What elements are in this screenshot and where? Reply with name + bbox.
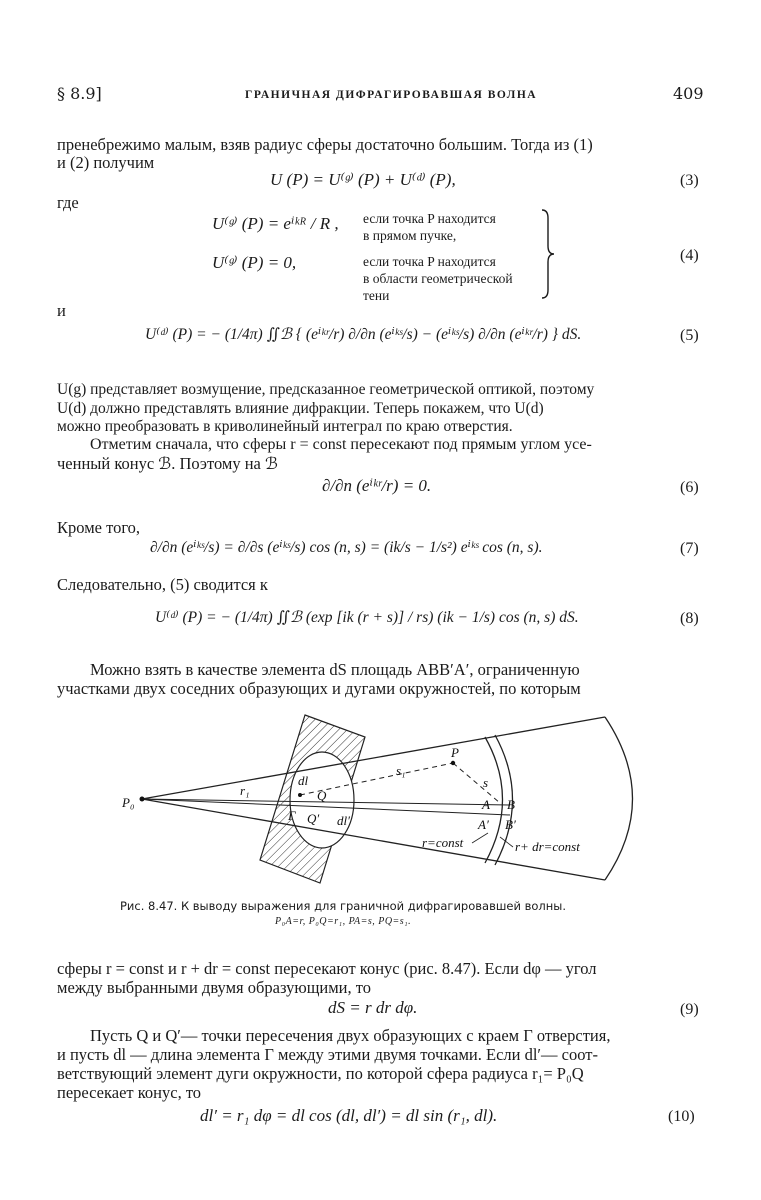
- cone-end-arc: [605, 717, 633, 880]
- label-r1: r₁: [240, 783, 250, 798]
- text-line: пренебрежимо малым, взяв радиус сферы достаточно большим. Тогда из (1): [57, 135, 593, 154]
- equation-6: ∂/∂n (eⁱᵏʳ/r) = 0.: [322, 476, 432, 495]
- text-line: Пусть Q и Q′— точки пересечения двух образующих с краем Γ отверстия,: [90, 1026, 611, 1045]
- cone-upper-generator: [142, 717, 605, 799]
- text-line: Следовательно, (5) сводится к: [57, 575, 268, 594]
- label-P: P: [451, 745, 459, 760]
- figure-caption-definitions: P₀A=r, P₀Q=r₁, PA=s, PQ=s₁.: [275, 916, 412, 927]
- label-s1: s₁: [396, 763, 406, 778]
- text-line: можно преобразовать в криволинейный интеграл по краю отверстия.: [57, 418, 513, 435]
- text-line: Кроме того,: [57, 518, 141, 537]
- equation-number: (6): [680, 479, 699, 496]
- text-line: Можно взять в качестве элемента dS площадь ABB′A′, ограниченную: [90, 660, 580, 679]
- section-number: § 8.9]: [57, 84, 102, 103]
- label-A-prime: A′: [478, 817, 489, 832]
- text-line: участками двух соседних образующих и дугами окружностей, по которым: [57, 679, 581, 698]
- label-A: A: [482, 797, 490, 812]
- label-B: B: [507, 797, 515, 812]
- equation-5: U⁽ᵈ⁾ (P) = − (1/4π) ∬ℬ { (eⁱᵏʳ/r) ∂/∂n (eⁱᵏˢ/s) − (eⁱᵏˢ/s) ∂/∂n (eⁱᵏʳ/r) } dS.: [145, 326, 582, 343]
- label-P0: P₀: [122, 795, 135, 810]
- equation-3: U (P) = U⁽ᵍ⁾ (P) + U⁽ᵈ⁾ (P),: [270, 170, 456, 189]
- text-line: Отметим сначала, что сферы r = const пересекают под прямым углом усе-: [90, 436, 592, 453]
- running-title: ГРАНИЧНАЯ ДИФРАГИРОВАВШАЯ ВОЛНА: [245, 89, 538, 101]
- text-line: и: [57, 301, 66, 320]
- text-line: ченный конус ℬ. Поэтому на ℬ: [57, 454, 278, 473]
- label-B-prime: B′: [505, 817, 516, 832]
- equation-number: (7): [680, 540, 699, 557]
- case-brace: [538, 208, 558, 300]
- line-s: [453, 763, 500, 803]
- equation-4a: U⁽ᵍ⁾ (P) = eⁱᵏᴿ / R ,: [212, 214, 339, 233]
- figure-caption: Рис. 8.47. К выводу выражения для граничной дифрагировавшей волны.: [120, 899, 567, 913]
- label-dl: dl: [298, 773, 309, 788]
- text-line: между выбранными двумя образующими, то: [57, 978, 371, 997]
- case-1-text: если точка P находится в прямом пучке,: [363, 211, 496, 243]
- case-2-text: если точка P находится в области геометрической тени: [363, 254, 513, 303]
- page-number: 409: [673, 84, 704, 103]
- text-line: и пусть dl — длина элемента Γ между этими двумя точками. Если dl′— соот-: [57, 1045, 598, 1064]
- equation-7: ∂/∂n (eⁱᵏˢ/s) = ∂/∂s (eⁱᵏˢ/s) cos (n, s) = (ik/s − 1/s²) eⁱᵏˢ cos (n, s).: [150, 539, 543, 556]
- text-line: и (2) получим: [57, 153, 155, 172]
- text-line: где: [57, 193, 79, 212]
- figure-8-47: [100, 705, 660, 895]
- text-line: U(g) представляет возмущение, предсказанное геометрической оптикой, поэтому: [57, 381, 595, 398]
- equation-number: (8): [680, 610, 699, 627]
- label-r-const: r=const: [422, 835, 464, 850]
- equation-4b: U⁽ᵍ⁾ (P) = 0,: [212, 253, 297, 272]
- equation-number: (9): [680, 1001, 699, 1018]
- text-line: ветствующий элемент дуги окружности, по которой сфера радиуса r₁= P₀Q: [57, 1064, 584, 1083]
- label-dl-prime: dl′: [337, 813, 350, 828]
- text-line: сферы r = const и r + dr = const пересекают конус (рис. 8.47). Если dφ — угол: [57, 959, 597, 978]
- equation-number: (4): [680, 247, 699, 264]
- equation-number: (5): [680, 327, 699, 344]
- point-Q: [298, 793, 302, 797]
- label-s: s: [483, 775, 489, 790]
- point-P0: [140, 797, 145, 802]
- equation-9: dS = r dr dφ.: [328, 998, 418, 1017]
- equation-number: (3): [680, 172, 699, 189]
- text-line: U(d) должно представлять влияние дифракции. Теперь покажем, что U(d): [57, 400, 544, 417]
- equation-10: dl′ = r₁ dφ = dl cos (dl, dl′) = dl sin (r₁, dl).: [200, 1106, 498, 1125]
- point-P: [451, 761, 455, 765]
- label-Q-prime: Q′: [307, 811, 320, 826]
- equation-8: U⁽ᵈ⁾ (P) = − (1/4π) ∬ℬ (exp [ik (r + s)] / rs) (ik − 1/s) cos (n, s) dS.: [155, 609, 579, 626]
- label-Q: Q: [317, 788, 327, 803]
- label-r-dr-const: r+ dr=const: [515, 839, 580, 854]
- equation-number: (10): [668, 1108, 695, 1125]
- label-Gamma: Γ: [288, 808, 296, 823]
- text-line: пересекает конус, то: [57, 1083, 202, 1102]
